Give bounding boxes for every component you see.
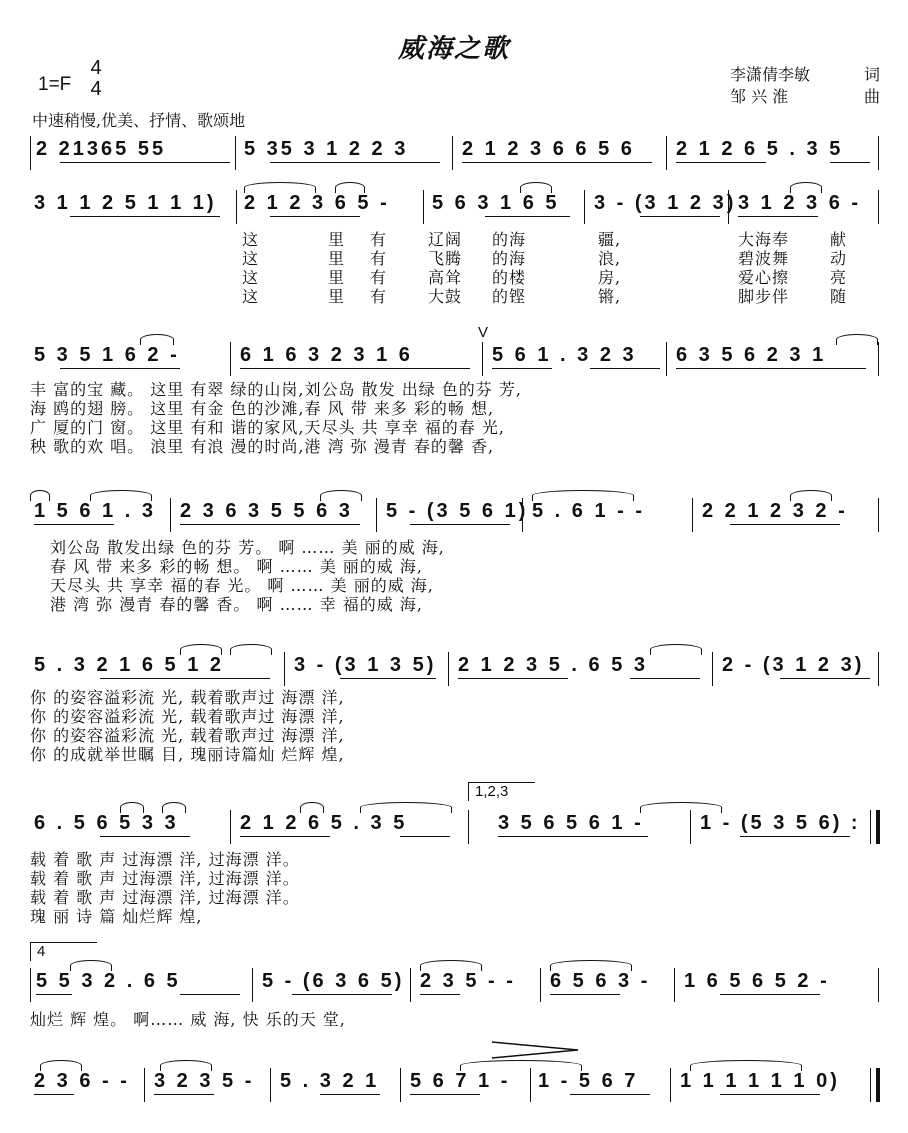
slur bbox=[90, 490, 152, 501]
measure: 1 1 1 1 1 1 0) bbox=[680, 1070, 840, 1092]
lyric: 有 bbox=[370, 268, 388, 287]
beam bbox=[340, 678, 436, 679]
lyric-line: 春 风 带 来多 彩的畅 想。 啊 …… 美 丽的威 海, bbox=[50, 557, 423, 576]
lyric-line: 载 着 歌 声 过海漂 洋, 过海漂 洋。 bbox=[30, 869, 300, 888]
barline bbox=[144, 1068, 145, 1102]
barline bbox=[530, 1068, 531, 1102]
lyric-line: 刘公岛 散发出绿 色的芬 芳。 啊 …… 美 丽的威 海, bbox=[50, 538, 445, 557]
measure: 2 2 1 2 3 2 - bbox=[702, 500, 848, 522]
measure: 2 21365 55 bbox=[36, 138, 167, 160]
barline bbox=[230, 342, 231, 376]
barline bbox=[878, 498, 879, 532]
lyric: 爱心擦 bbox=[738, 268, 790, 287]
measure: 6 5 6 3 - bbox=[550, 970, 651, 992]
beam bbox=[180, 524, 360, 525]
lyric: 高耸 bbox=[428, 268, 463, 287]
lyric-line: 天尽头 共 享幸 福的春 光。 啊 …… 美 丽的威 海, bbox=[50, 576, 434, 595]
beam bbox=[730, 524, 840, 525]
lyric-line: 载 着 歌 声 过海漂 洋, 过海漂 洋。 bbox=[30, 888, 300, 907]
song-title: 威海之歌 bbox=[397, 34, 510, 64]
lyric-line: 秧 歌的欢 唱。 浪里 有浪 漫的时尚,港 湾 弥 漫青 春的馨 香, bbox=[30, 437, 495, 456]
lyric: 浪, bbox=[598, 249, 622, 268]
lyric: 的海 bbox=[492, 249, 527, 268]
lyric-line: 海 鸥的翅 膀。 这里 有金 色的沙滩,春 风 带 来多 彩的畅 想, bbox=[30, 399, 495, 418]
beam bbox=[60, 162, 230, 163]
beam bbox=[34, 1094, 74, 1095]
measure: 6 1 6 3 2 3 1 6 bbox=[240, 344, 413, 366]
notation-system bbox=[30, 138, 880, 170]
beam bbox=[492, 368, 552, 369]
lyric-line: 你 的姿容溢彩流 光, 载着歌声过 海漂 洋, bbox=[30, 726, 345, 745]
beam bbox=[676, 162, 766, 163]
slur bbox=[320, 490, 362, 501]
beam bbox=[738, 216, 818, 217]
barline bbox=[692, 498, 693, 532]
barline bbox=[230, 810, 231, 844]
beam bbox=[550, 994, 620, 995]
lyric: 有 bbox=[370, 230, 388, 249]
meter-top: 4 bbox=[90, 57, 102, 79]
lyric: 动 bbox=[830, 249, 848, 268]
measure: 1 5 6 1 . 3 bbox=[34, 500, 156, 522]
final-barline bbox=[876, 1068, 880, 1102]
measure: 6 . 5 6 5 3 3 bbox=[34, 812, 179, 834]
barline bbox=[878, 342, 879, 376]
lyricist-role: 词 bbox=[863, 65, 880, 84]
lyric: 这 bbox=[242, 249, 260, 268]
barline bbox=[170, 498, 171, 532]
barline bbox=[423, 190, 424, 224]
beam bbox=[485, 216, 570, 217]
lyric: 碧波舞 bbox=[738, 249, 790, 268]
measure: 2 1 2 6 5 . 3 5 bbox=[240, 812, 408, 834]
notation-system bbox=[30, 654, 880, 686]
beam bbox=[830, 162, 870, 163]
barline bbox=[236, 190, 237, 224]
measure: 5 . 6 1 - - bbox=[532, 500, 646, 522]
lyric-line: 你 的姿容溢彩流 光, 载着歌声过 海漂 洋, bbox=[30, 688, 345, 707]
notation-system bbox=[30, 1070, 880, 1102]
lyric: 里 bbox=[328, 287, 346, 306]
barline bbox=[270, 1068, 271, 1102]
measure: 2 1 2 3 6 6 5 6 bbox=[462, 138, 635, 160]
beam bbox=[590, 368, 660, 369]
measure: 2 3 6 - - bbox=[34, 1070, 130, 1092]
measure: 3 - (3 1 2 3) bbox=[594, 192, 737, 214]
volta-bracket: 4 bbox=[30, 942, 97, 961]
barline bbox=[870, 1068, 871, 1102]
beam bbox=[720, 1094, 820, 1095]
lyric: 献 bbox=[830, 230, 848, 249]
notation-system bbox=[30, 970, 880, 1002]
barline bbox=[30, 136, 31, 170]
measure: 5 - (6 3 6 5) bbox=[262, 970, 405, 992]
slur bbox=[640, 802, 722, 813]
measure: 2 3 5 - - bbox=[420, 970, 516, 992]
measure: 6 3 5 6 2 3 1 bbox=[676, 344, 827, 366]
lyric-line: 载 着 歌 声 过海漂 洋, 过海漂 洋。 bbox=[30, 850, 300, 869]
lyric: 这 bbox=[242, 287, 260, 306]
lyric: 这 bbox=[242, 268, 260, 287]
slur bbox=[836, 334, 878, 345]
barline bbox=[670, 1068, 671, 1102]
beam bbox=[458, 678, 568, 679]
measure: 3 1 1 2 5 1 1 1) bbox=[34, 192, 217, 214]
barline bbox=[252, 968, 253, 1002]
crescendo-hairpin bbox=[490, 1040, 580, 1060]
lyric: 里 bbox=[328, 230, 346, 249]
beam bbox=[410, 524, 510, 525]
measure: 5 - (3 5 6 1) bbox=[386, 500, 529, 522]
lyric: 的楼 bbox=[492, 268, 527, 287]
key-signature: 1=F bbox=[38, 74, 72, 95]
lyric-line: 港 湾 弥 漫青 春的馨 香。 啊 …… 幸 福的威 海, bbox=[50, 595, 423, 614]
time-signature bbox=[86, 58, 106, 99]
beam bbox=[676, 368, 866, 369]
lyric: 亮 bbox=[830, 268, 848, 287]
lyric-line: 瑰 丽 诗 篇 灿烂辉 煌, bbox=[30, 907, 203, 926]
lyric: 这 bbox=[242, 230, 260, 249]
barline bbox=[400, 1068, 401, 1102]
beam bbox=[400, 836, 450, 837]
beam bbox=[36, 994, 72, 995]
lyric: 有 bbox=[370, 249, 388, 268]
lyric: 大鼓 bbox=[428, 287, 463, 306]
barline bbox=[690, 810, 691, 844]
barline bbox=[728, 190, 729, 224]
lyric-line: 丰 富的宝 藏。 这里 有翠 绿的山岗,刘公岛 散发 出绿 色的芬 芳, bbox=[30, 380, 522, 399]
beam bbox=[240, 368, 470, 369]
lyric: 里 bbox=[328, 249, 346, 268]
lyric: 有 bbox=[370, 287, 388, 306]
lyric: 随 bbox=[830, 287, 848, 306]
lyric: 脚步伴 bbox=[738, 287, 790, 306]
measure: 5 6 7 1 - bbox=[410, 1070, 511, 1092]
measure: 5 35 3 1 2 2 3 bbox=[244, 138, 409, 160]
meter-bottom: 4 bbox=[90, 78, 102, 100]
measure: 2 1 2 3 6 5 - bbox=[244, 192, 390, 214]
beam bbox=[570, 1094, 650, 1095]
barline bbox=[878, 136, 879, 170]
notation-system bbox=[30, 500, 880, 532]
barline bbox=[376, 498, 377, 532]
beam bbox=[100, 836, 190, 837]
measure: 3 - (3 1 3 5) bbox=[294, 654, 437, 676]
barline bbox=[674, 968, 675, 1002]
lyric: 锵, bbox=[598, 287, 622, 306]
lyric: 房, bbox=[598, 268, 622, 287]
slur bbox=[532, 490, 634, 501]
barline bbox=[284, 652, 285, 686]
measure: 5 6 1 . 3 2 3 bbox=[492, 344, 637, 366]
measure: 1 - (5 3 5 6) : bbox=[700, 812, 861, 834]
measure: 5 5 3 2 . 6 5 bbox=[36, 970, 181, 992]
slur bbox=[244, 182, 316, 193]
barline bbox=[666, 136, 667, 170]
beam bbox=[270, 162, 440, 163]
barline bbox=[235, 136, 236, 170]
slur bbox=[335, 182, 365, 193]
lyric: 辽阔 bbox=[428, 230, 463, 249]
barline bbox=[452, 136, 453, 170]
lyric-line: 灿烂 辉 煌。 啊…… 威 海, 快 乐的天 堂, bbox=[30, 1010, 346, 1029]
barline bbox=[468, 810, 469, 844]
slur bbox=[70, 960, 112, 971]
lyric-line: 你 的姿容溢彩流 光, 载着歌声过 海漂 洋, bbox=[30, 707, 345, 726]
credits bbox=[730, 64, 880, 108]
barline bbox=[540, 968, 541, 1002]
measure: 5 . 3 2 1 bbox=[280, 1070, 380, 1092]
beam bbox=[640, 216, 720, 217]
notation-system bbox=[30, 192, 880, 224]
slur bbox=[360, 802, 452, 813]
measure: 5 3 5 1 6 2 - bbox=[34, 344, 180, 366]
slur bbox=[160, 1060, 212, 1071]
notation-system bbox=[30, 344, 880, 376]
measure: 3 2 3 5 - bbox=[154, 1070, 255, 1092]
beam bbox=[60, 368, 180, 369]
beam bbox=[462, 162, 652, 163]
lyric-line: 你 的成就举世瞩 目, 瑰丽诗篇灿 烂辉 煌, bbox=[30, 745, 345, 764]
slur bbox=[30, 490, 50, 501]
measure: 2 1 2 3 5 . 6 5 3 bbox=[458, 654, 648, 676]
notation-system bbox=[30, 812, 880, 844]
beam bbox=[498, 836, 648, 837]
lyric: 的海 bbox=[492, 230, 527, 249]
slur bbox=[550, 960, 632, 971]
lyric: 疆, bbox=[598, 230, 622, 249]
beam bbox=[70, 216, 220, 217]
beam bbox=[180, 994, 240, 995]
beam bbox=[270, 216, 360, 217]
beam bbox=[630, 678, 700, 679]
slur bbox=[460, 1060, 582, 1071]
barline bbox=[448, 652, 449, 686]
beam bbox=[320, 1094, 380, 1095]
barline bbox=[712, 652, 713, 686]
slur bbox=[162, 802, 186, 813]
slur bbox=[300, 802, 324, 813]
lyricist-name: 李潇倩李敏 bbox=[730, 65, 811, 84]
slur bbox=[790, 182, 822, 193]
measure: 3 1 2 3 6 - bbox=[738, 192, 862, 214]
barline bbox=[410, 968, 411, 1002]
lyricist-line bbox=[730, 64, 880, 86]
lyric: 里 bbox=[328, 268, 346, 287]
slur bbox=[120, 802, 144, 813]
lyric: 飞腾 bbox=[428, 249, 463, 268]
composer-name: 邹 兴 淮 bbox=[730, 87, 789, 106]
measure: 5 . 3 2 1 6 5 1 2 bbox=[34, 654, 224, 676]
repeat-barline bbox=[876, 810, 880, 844]
slur bbox=[520, 182, 552, 193]
measure: 2 1 2 6 5 . 3 5 bbox=[676, 138, 844, 160]
slur bbox=[180, 644, 222, 655]
composer-line bbox=[730, 86, 880, 108]
beam bbox=[780, 678, 870, 679]
lyric: 的铿 bbox=[492, 287, 527, 306]
measure: 1 6 5 6 5 2 - bbox=[684, 970, 830, 992]
slur bbox=[40, 1060, 82, 1071]
barline bbox=[522, 498, 523, 532]
beam bbox=[720, 994, 820, 995]
barline bbox=[584, 190, 585, 224]
slur bbox=[420, 960, 482, 971]
tempo-marking: 中速稍慢,优美、抒情、歌颂地 bbox=[32, 111, 246, 130]
beam bbox=[100, 678, 270, 679]
slur bbox=[650, 644, 702, 655]
barline bbox=[878, 652, 879, 686]
beam bbox=[740, 836, 850, 837]
volta-bracket: 1,2,3 bbox=[468, 782, 535, 801]
barline bbox=[30, 968, 31, 1002]
measure: 1 - 5 6 7 bbox=[538, 1070, 639, 1092]
slur bbox=[140, 334, 174, 345]
beam bbox=[240, 836, 330, 837]
beam bbox=[410, 1094, 480, 1095]
barline bbox=[666, 342, 667, 376]
beam bbox=[292, 994, 392, 995]
barline bbox=[482, 342, 483, 376]
beam bbox=[34, 524, 114, 525]
lyric-line: 广 厦的门 窗。 这里 有和 谐的家风,天尽头 共 享幸 福的春 光, bbox=[30, 418, 505, 437]
barline bbox=[878, 968, 879, 1002]
barline bbox=[878, 190, 879, 224]
measure: 2 - (3 1 2 3) bbox=[722, 654, 865, 676]
slur bbox=[690, 1060, 802, 1071]
slur bbox=[230, 644, 272, 655]
beam bbox=[420, 994, 460, 995]
beam bbox=[154, 1094, 214, 1095]
measure: 2 3 6 3 5 5 6 3 bbox=[180, 500, 353, 522]
barline bbox=[870, 810, 871, 844]
lyric: 大海奉 bbox=[738, 230, 790, 249]
composer-role: 曲 bbox=[863, 87, 880, 106]
measure: 3 5 6 5 6 1 - bbox=[498, 812, 644, 834]
slur bbox=[790, 490, 832, 501]
accent-mark: V bbox=[478, 324, 489, 341]
measure: 5 6 3 1 6 5 bbox=[432, 192, 560, 214]
